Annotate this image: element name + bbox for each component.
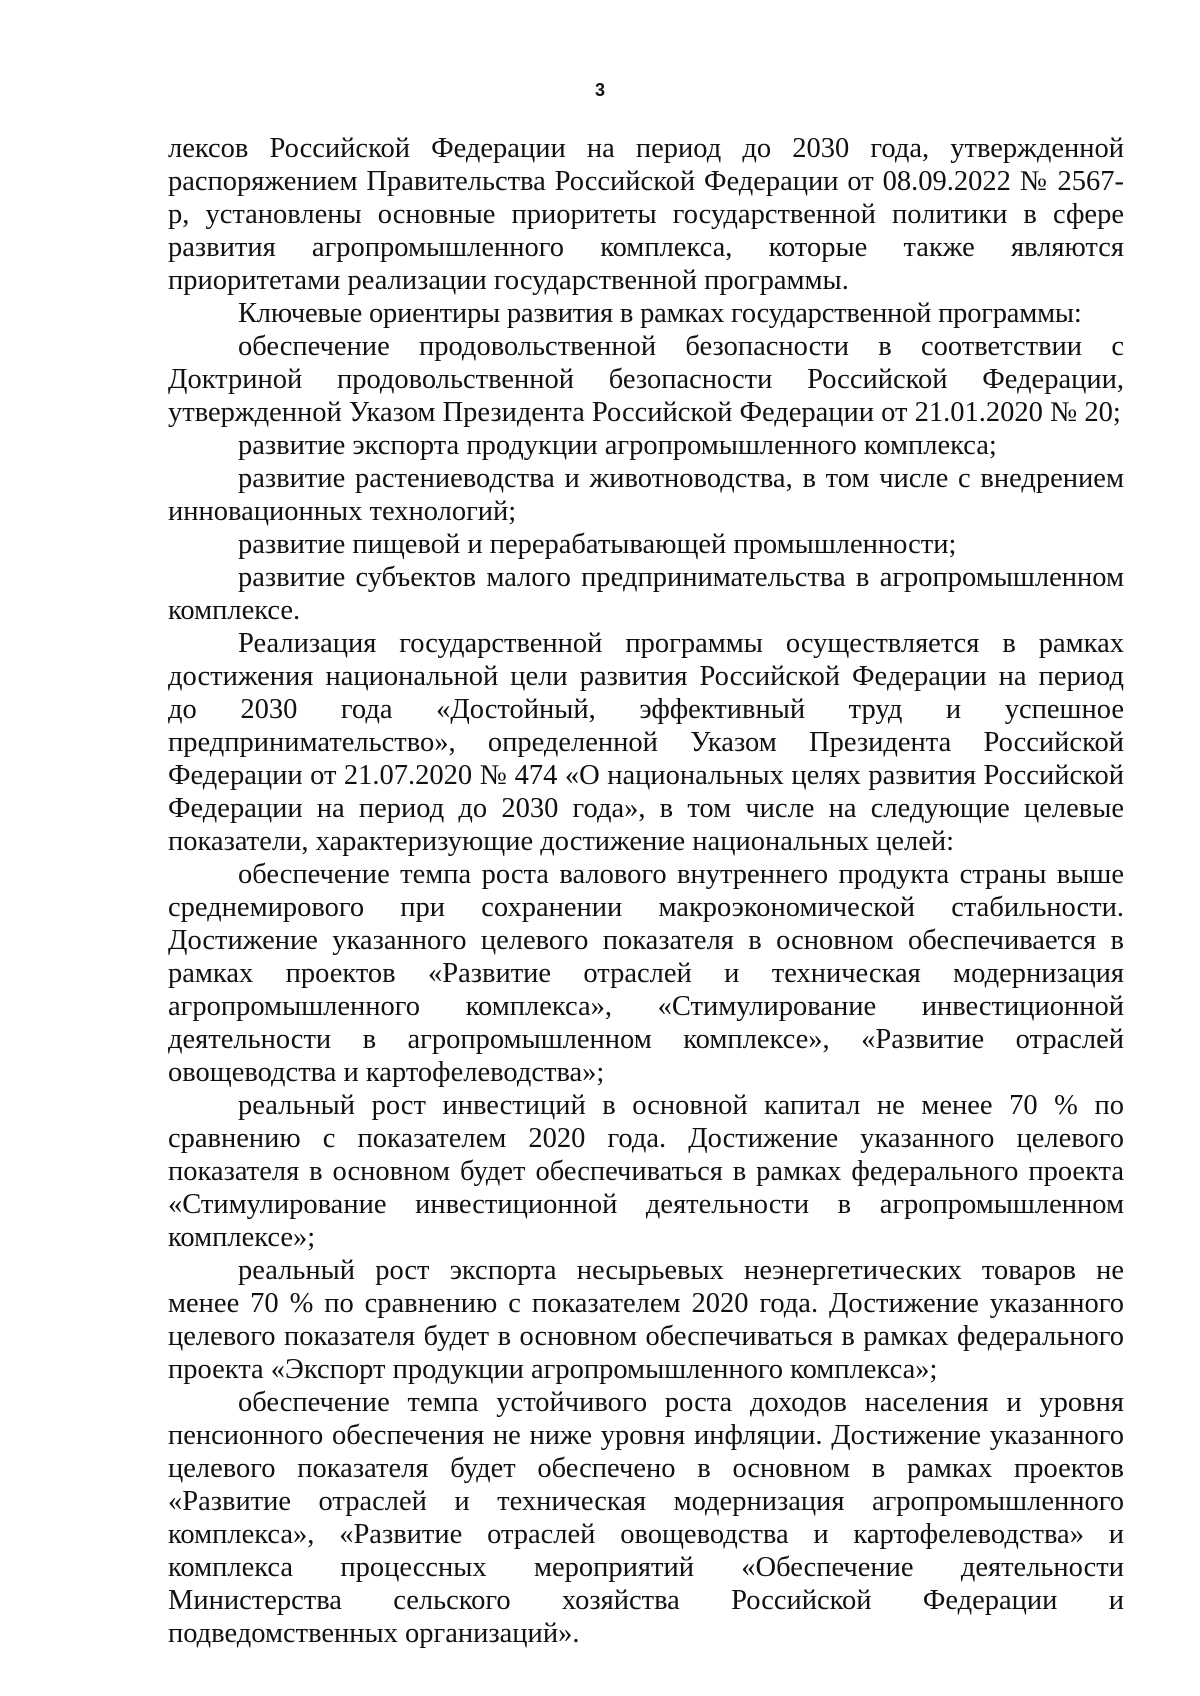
paragraph-key-guidelines: Ключевые ориентиры развития в рамках государственной программы:	[238, 298, 1082, 329]
paragraph-crop-livestock: развитие растениеводства и животноводства, в том числе с внедрением инновационных технологий;	[168, 463, 1124, 527]
document-body	[168, 132, 1124, 1650]
paragraph-gdp-growth: обеспечение темпа роста валового внутреннего продукта страны выше среднемирового при сохранении макроэкономической стабильности. Достижение указанного целевого показателя в основном обеспечивается в рамках проектов «Развитие отраслей и техническая модернизация агропромышленного комплекса», «Стимулирование инвестиционной деятельности в агропромышленном комплексе», «Развитие отраслей овощеводства и картофелеводства»;	[168, 859, 1124, 1088]
paragraph-small-business: развитие субъектов малого предпринимательства в агропромышленном комплексе.	[168, 562, 1124, 626]
paragraph-export: развитие экспорта продукции агропромышленного комплекса;	[238, 430, 997, 461]
page-number: 3	[594, 80, 605, 100]
paragraph-investment-growth: реальный рост инвестиций в основной капитал не менее 70 % по сравнению с показателем 2020 года. Достижение указанного целевого показателя в основном будет обеспечиваться в рамках федерального проекта «Стимулирование инвестиционной деятельности в агропромышленном комплексе»;	[168, 1090, 1124, 1253]
paragraph-national-goal: Реализация государственной программы осуществляется в рамках достижения национальной цели развития Российской Федерации на период до 2030 года «Достойный, эффективный труд и успешное предпринимательство», определенной Указом Президента Российской Федерации от 21.07.2020 № 474 «О национальных целях развития Российской Федерации на период до 2030 года», в том числе на следующие целевые показатели, характеризующие достижение национальных целей:	[168, 628, 1124, 857]
paragraph-food-security: обеспечение продовольственной безопасности в соответствии с Доктриной продовольственной безопасности Российской Федерации, утвержденной Указом Президента Российской Федерации от 21.01.2020 № 20;	[168, 331, 1124, 428]
paragraph-continuation: лексов Российской Федерации на период до 2030 года, утвержденной распоряжением Правительства Российской Федерации от 08.09.2022 № 2567-р, установлены основные приоритеты государственной политики в сфере развития агропромышленного комплекса, которые также являются приоритетами реализации государственной программы.	[168, 133, 1124, 296]
paragraph-income-growth: обеспечение темпа устойчивого роста доходов населения и уровня пенсионного обеспечения не ниже уровня инфляции. Достижение указанного целевого показателя будет обеспечено в основном в рамках проектов «Развитие отраслей и техническая модернизация агропромышленного комплекса», «Развитие отраслей овощеводства и картофелеводства» и комплекса процессных мероприятий «Обеспечение деятельности Министерства сельского хозяйства Российской Федерации и подведомственных организаций».	[168, 1387, 1124, 1649]
paragraph-food-industry: развитие пищевой и перерабатывающей промышленности;	[238, 529, 957, 560]
paragraph-export-growth: реальный рост экспорта несырьевых неэнергетических товаров не менее 70 % по сравнению с показателем 2020 года. Достижение указанного целевого показателя будет в основном обеспечиваться в рамках федерального проекта «Экспорт продукции агропромышленного комплекса»;	[168, 1255, 1124, 1385]
